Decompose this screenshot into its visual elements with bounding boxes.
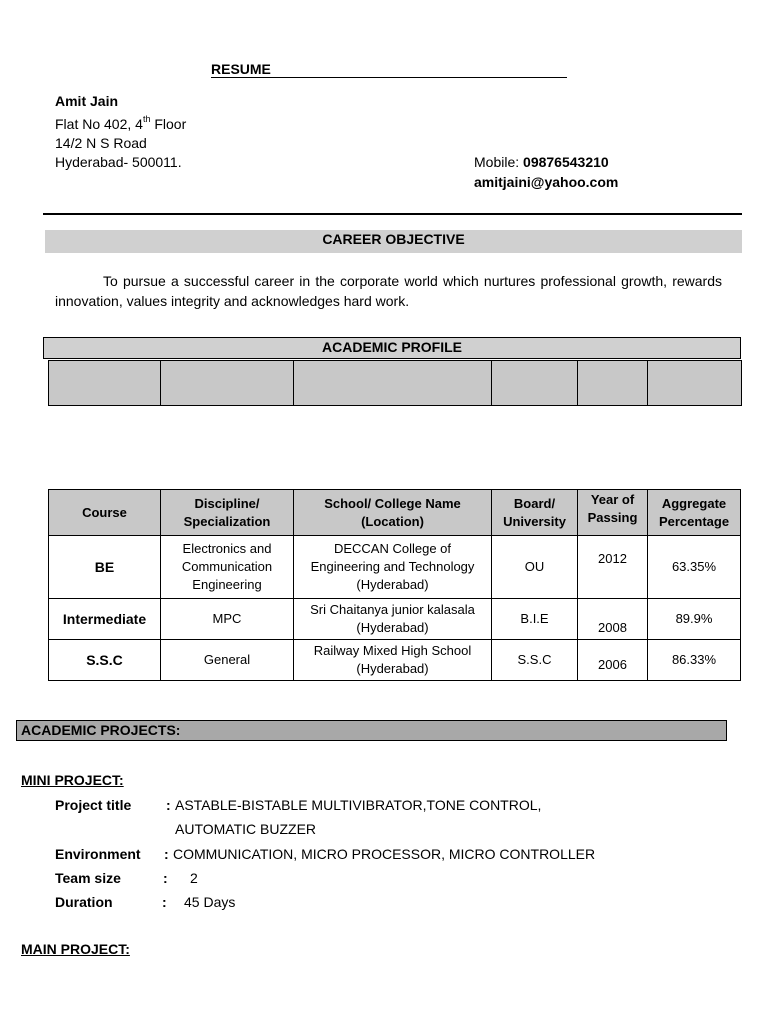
academic-profile-heading: ACADEMIC PROFILE	[43, 337, 741, 359]
header-discipline: Discipline/ Specialization	[161, 490, 294, 536]
cell-board: B.I.E	[492, 599, 578, 640]
blank-cell	[49, 361, 161, 406]
cell-aggregate: 63.35%	[648, 536, 741, 599]
address-line-3: Hyderabad- 500011.	[55, 154, 182, 170]
header-board: Board/ University	[492, 490, 578, 536]
address-line-2: 14/2 N S Road	[55, 135, 147, 151]
project-title-label: Project title	[55, 797, 132, 813]
team-size-value: 2	[190, 870, 198, 886]
cell-school: Sri Chaitanya junior kalasala (Hyderabad)	[294, 599, 492, 640]
cell-school: DECCAN College of Engineering and Technology (Hyderabad)	[294, 536, 492, 599]
colon: :	[166, 797, 171, 813]
mobile-number: Mobile: 09876543210	[474, 154, 609, 170]
blank-cell	[161, 361, 294, 406]
header-aggregate: Aggregate Percentage	[648, 490, 741, 536]
blank-cell	[294, 361, 492, 406]
environment-label: Environment	[55, 846, 141, 862]
cell-year: 2012	[578, 536, 648, 599]
header-year: Year of Passing	[578, 490, 648, 536]
academic-projects-heading: ACADEMIC PROJECTS:	[16, 720, 727, 741]
cell-year: 2006	[578, 640, 648, 681]
cell-aggregate: 89.9%	[648, 599, 741, 640]
cell-board: OU	[492, 536, 578, 599]
cell-year: 2008	[578, 599, 648, 640]
resume-title: RESUME	[211, 61, 567, 78]
blank-cell	[578, 361, 648, 406]
environment-value: COMMUNICATION, MICRO PROCESSOR, MICRO CONTROLLER	[173, 846, 596, 862]
cell-discipline: MPC	[161, 599, 294, 640]
colon: :	[162, 894, 167, 910]
table-header-row	[49, 490, 741, 536]
project-title-value-line-2: AUTOMATIC BUZZER	[175, 821, 317, 837]
blank-cell	[648, 361, 742, 406]
project-title-value-line-1: ASTABLE-BISTABLE MULTIVIBRATOR,TONE CONTROL,	[175, 797, 542, 813]
academic-profile-table	[48, 489, 741, 681]
cell-aggregate: 86.33%	[648, 640, 741, 681]
header-school: School/ College Name (Location)	[294, 490, 492, 536]
cell-board: S.S.C	[492, 640, 578, 681]
cell-course: Intermediate	[49, 599, 161, 640]
table-row	[49, 599, 741, 640]
cell-course: S.S.C	[49, 640, 161, 681]
header-divider	[43, 213, 742, 215]
main-project-heading: MAIN PROJECT:	[21, 941, 130, 957]
table-row	[49, 640, 741, 681]
career-objective-heading: CAREER OBJECTIVE	[45, 230, 742, 253]
mini-project-heading: MINI PROJECT:	[21, 772, 124, 788]
cell-discipline: Electronics and Communication Engineering	[161, 536, 294, 599]
duration-label: Duration	[55, 894, 113, 910]
cell-school: Railway Mixed High School (Hyderabad)	[294, 640, 492, 681]
blank-cell	[492, 361, 578, 406]
colon: :	[163, 870, 168, 886]
header-course: Course	[49, 490, 161, 536]
team-size-label: Team size	[55, 870, 121, 886]
table-row	[49, 536, 741, 599]
address-line-1: Flat No 402, 4th Floor	[55, 114, 187, 132]
academic-profile-blank-row	[48, 360, 742, 406]
colon: :	[164, 846, 169, 862]
candidate-name: Amit Jain	[55, 93, 119, 109]
cell-discipline: General	[161, 640, 294, 681]
duration-value: 45 Days	[184, 894, 236, 910]
email-address: amitjaini@yahoo.com	[474, 174, 619, 190]
career-objective-text: To pursue a successful career in the corporate world which nurtures professional growth, rewards innovation, values integrity and acknowledges hard work.	[55, 273, 722, 309]
cell-course: BE	[49, 536, 161, 599]
